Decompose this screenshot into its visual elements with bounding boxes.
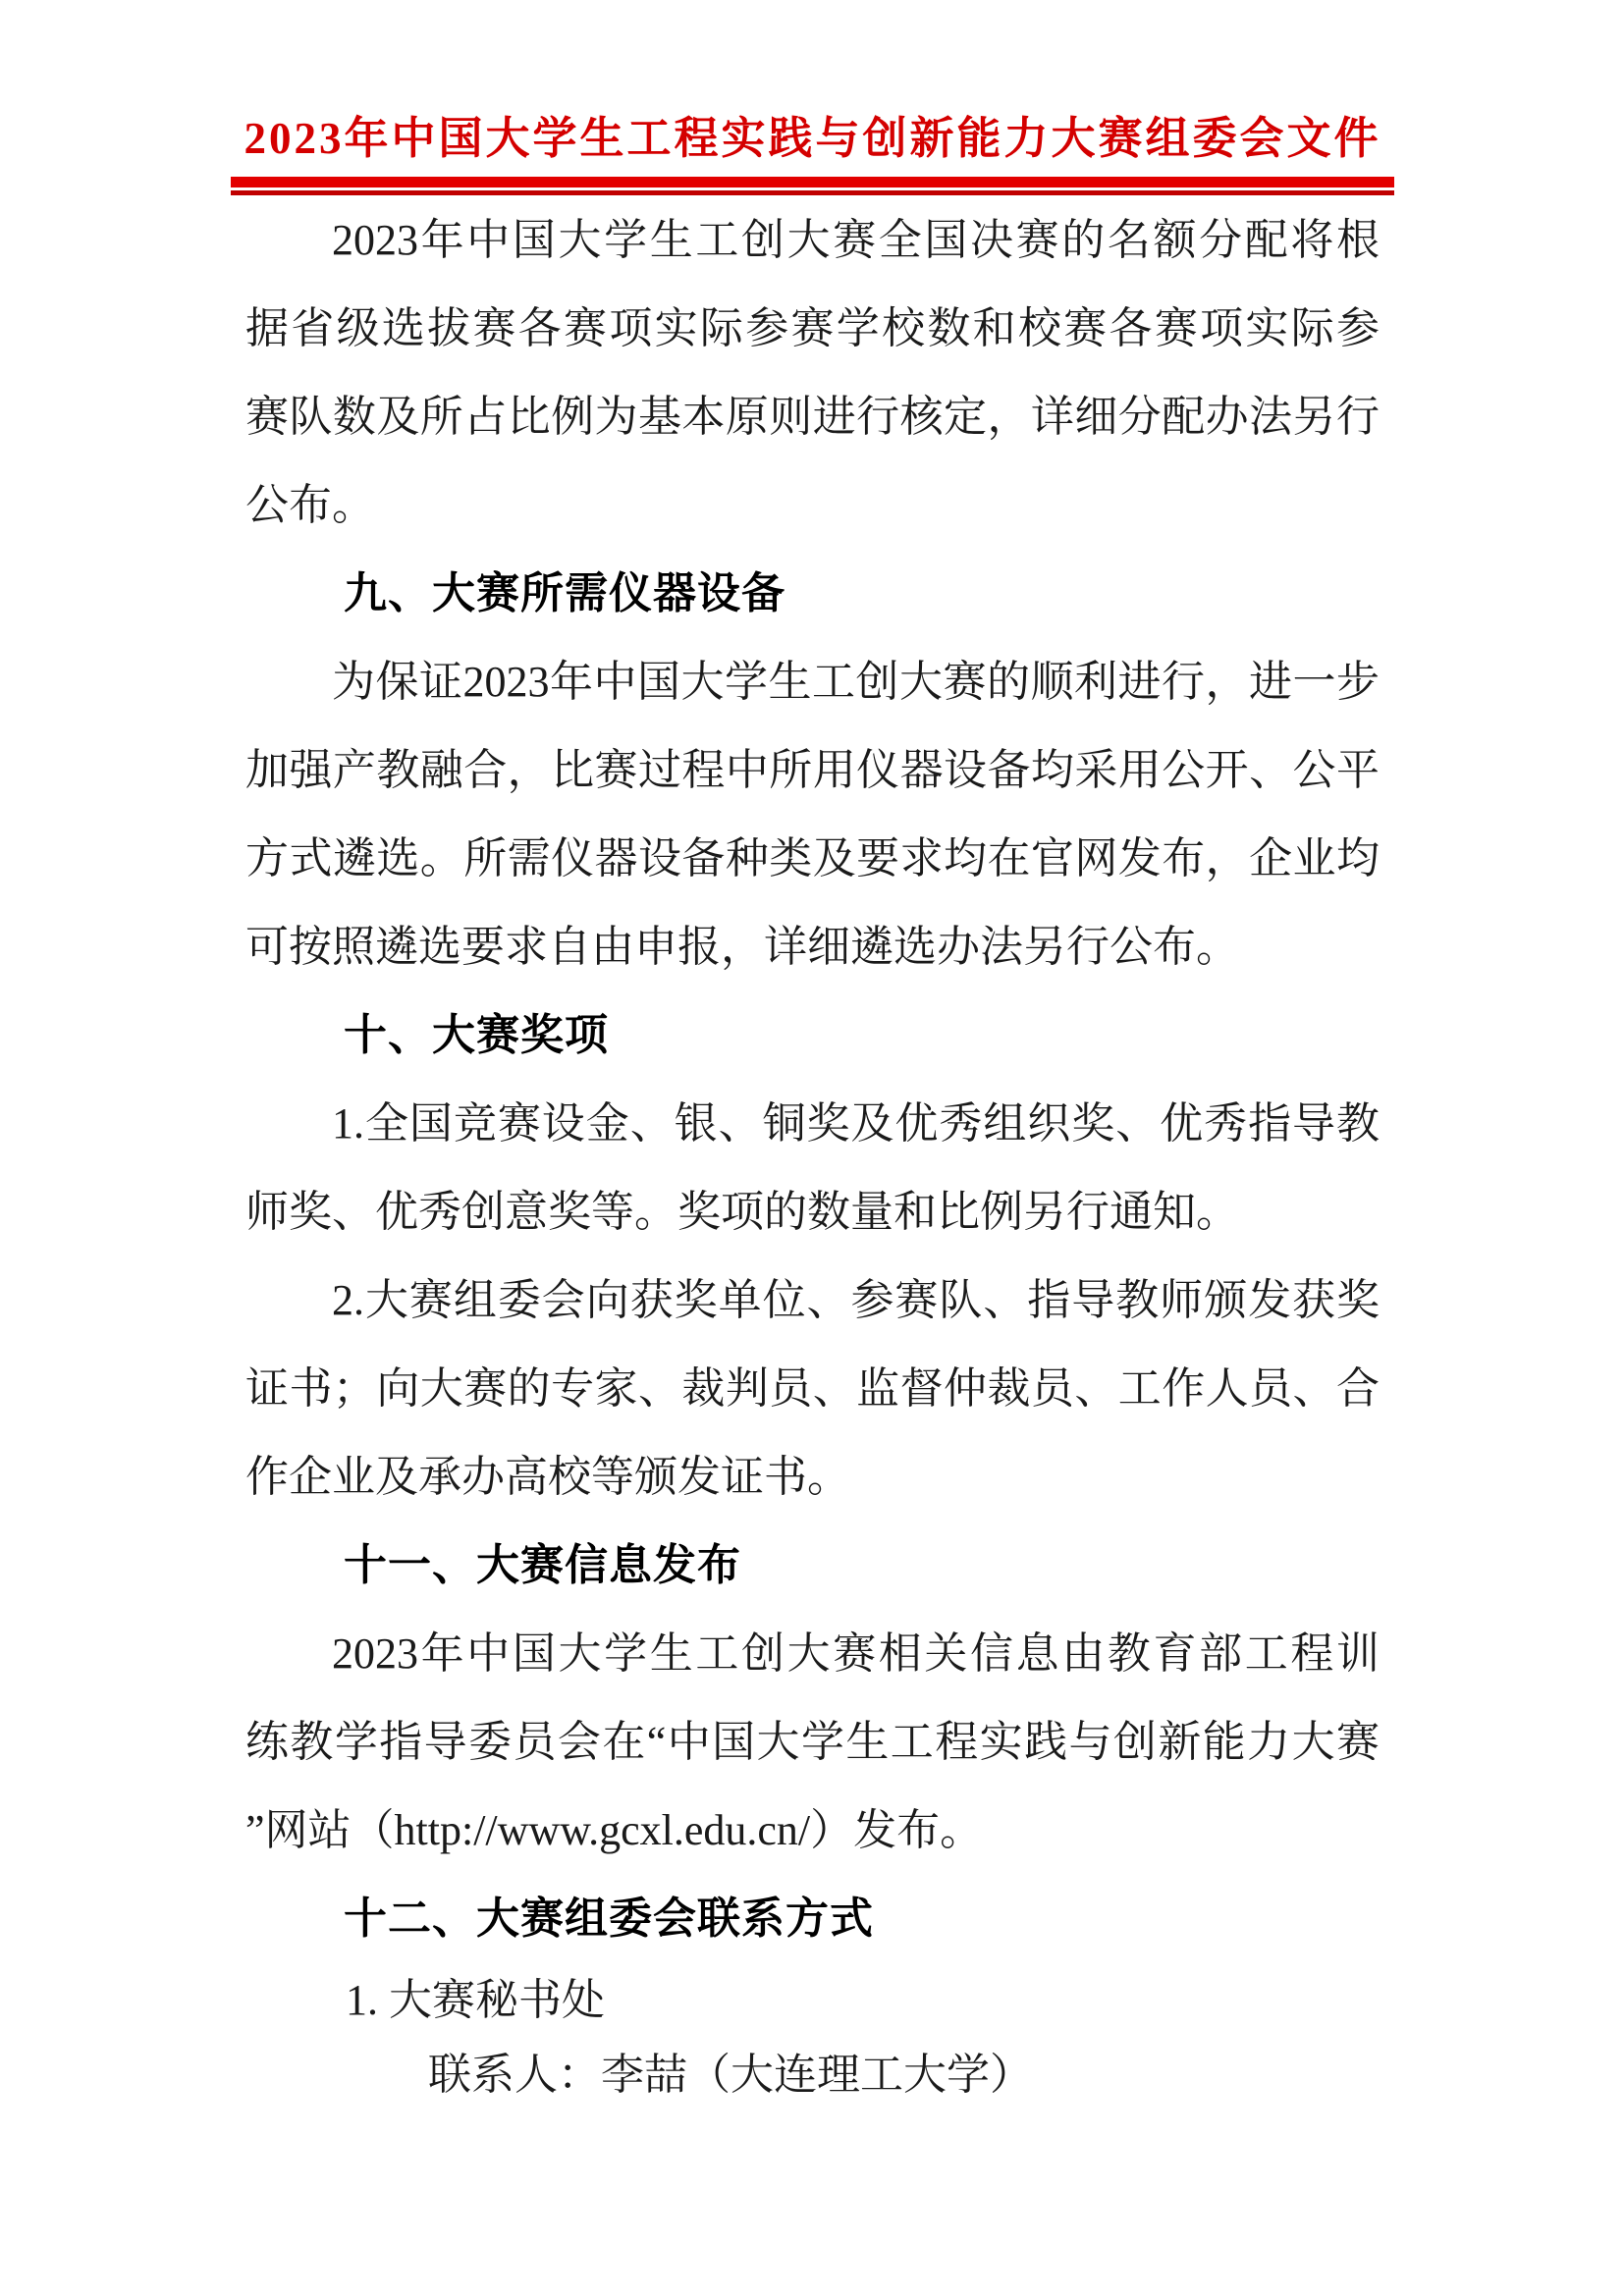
section-10-item-2-line-1: 2.大赛组委会向获奖单位、参赛队、指导教师颁发获奖: [332, 1276, 1380, 1324]
document-title: 2023年中国大学生工程实践与创新能力大赛组委会文件: [244, 114, 1381, 163]
section-9-line-2: 加强产教融合，比赛过程中所用仪器设备均采用公开、公平: [245, 746, 1380, 794]
contact-person: 联系人：李喆（大连理工大学）: [428, 2051, 1033, 2099]
secretariat-item: 1. 大赛秘书处: [346, 1976, 605, 2024]
section-9-heading: 九、大赛所需仪器设备: [344, 569, 785, 617]
document-body: [245, 196, 1380, 2112]
section-10-item-2-line-3: 作企业及承办高校等颁发证书。: [245, 1453, 850, 1501]
contact-block: [245, 1963, 1380, 2112]
section-10-item-1-line-1: 1.全国竞赛设金、银、铜奖及优秀组织奖、优秀指导教: [332, 1099, 1380, 1148]
section-11-line-3: ”网站（http://www.gcxl.edu.cn/）发布。: [245, 1806, 984, 1854]
intro-line-2: 据省级选拔赛各赛项实际参赛学校数和校赛各赛项实际参: [245, 304, 1380, 352]
section-9-line-4: 可按照遴选要求自由申报，详细遴选办法另行公布。: [245, 923, 1239, 971]
intro-line-1: 2023年中国大学生工创大赛全国决赛的名额分配将根: [332, 216, 1380, 264]
section-12-heading: 十二、大赛组委会联系方式: [344, 1895, 874, 1943]
intro-line-4: 公布。: [245, 481, 375, 529]
section-11-line-2: 练教学指导委员会在“中国大学生工程实践与创新能力大赛: [245, 1718, 1380, 1766]
section-10-item-1-line-2: 师奖、优秀创意奖等。奖项的数量和比例另行通知。: [245, 1188, 1239, 1236]
intro-line-3: 赛队数及所占比例为基本原则进行核定，详细分配办法另行: [245, 393, 1380, 441]
rule-thin-line: [231, 190, 1394, 195]
header-double-rule: [231, 177, 1394, 195]
section-10-heading: 十、大赛奖项: [344, 1011, 609, 1059]
section-10-item-2-line-2: 证书；向大赛的专家、裁判员、监督仲裁员、工作人员、合: [245, 1364, 1380, 1413]
rule-thick-line: [231, 177, 1394, 187]
section-11-line-1: 2023年中国大学生工创大赛相关信息由教育部工程训: [332, 1629, 1380, 1678]
section-11-heading: 十一、大赛信息发布: [344, 1541, 741, 1589]
section-9-line-3: 方式遴选。所需仪器设备种类及要求均在官网发布，企业均: [245, 834, 1380, 882]
section-9-line-1: 为保证2023年中国大学生工创大赛的顺利进行，进一步: [332, 658, 1380, 706]
